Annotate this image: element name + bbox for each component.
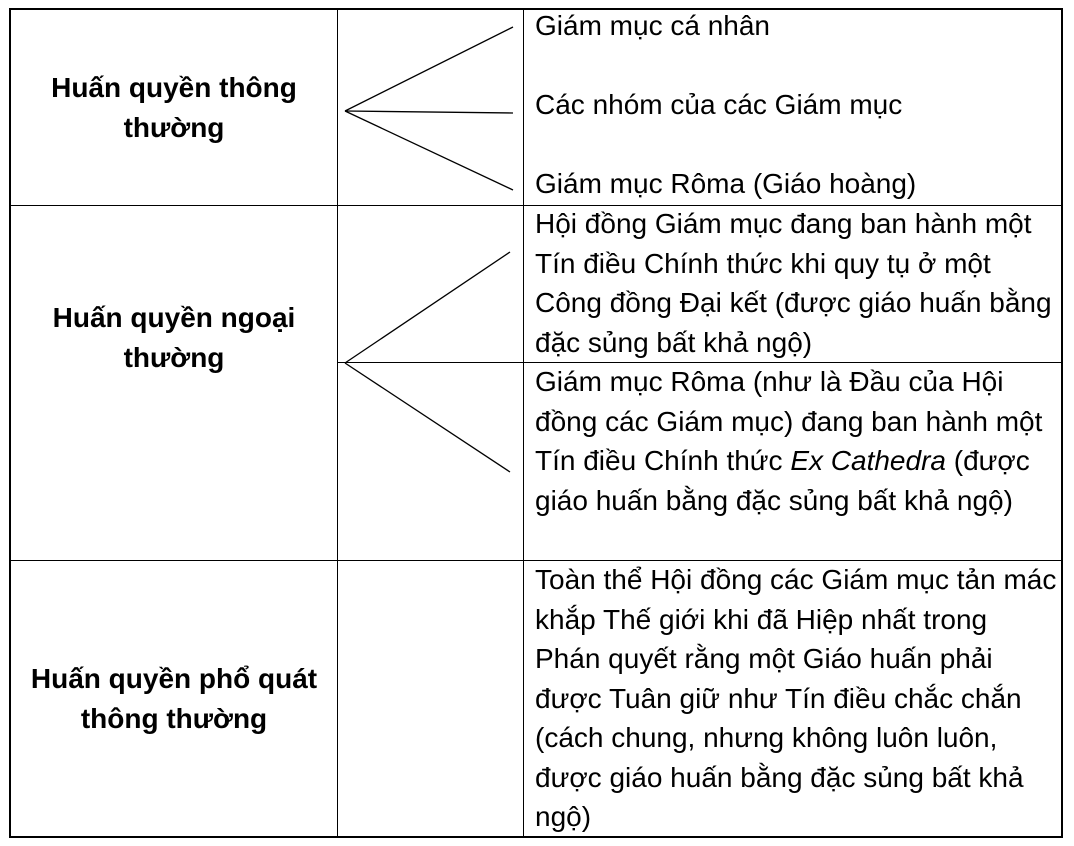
- ex-cathedra-term: Ex Cathedra: [790, 445, 946, 476]
- item-bishop-of-rome: Giám mục Rôma (Giáo hoàng): [535, 168, 917, 199]
- connector-line: [345, 111, 513, 113]
- connector-line: [345, 252, 510, 363]
- item-college-of-bishops: Toàn thể Hội đồng các Giám mục tản mác khắp Thế giới khi đã Hiệp nhất trong Phán quyết rằng một Giáo huấn phải được Tuân giữ như Tín điều chắc chắn (cách chung, nhưng không luôn luôn, được giáo huấn bằng đặc sủng bất khả ngộ): [535, 564, 1057, 832]
- heading-text: Huấn quyền thông thường: [51, 71, 297, 143]
- connector-line: [345, 27, 513, 111]
- item-ecumenical-council: Hội đồng Giám mục đang ban hành một Tín điều Chính thức khi quy tụ ở một Công đồng Đại kết (được giáo huấn bằng đặc sủng bất khả ngộ): [535, 208, 1052, 358]
- item-individual-bishop: Giám mục cá nhân: [535, 10, 770, 41]
- heading-text: Huấn quyền ngoại thường: [52, 302, 296, 373]
- connector-line: [345, 363, 510, 472]
- heading-text: Huấn quyền phổ quát thông thường: [30, 662, 318, 734]
- row-heading-extraordinary: [10, 206, 338, 470]
- item-ex-cathedra: Giám mục Rôma (như là Đầu của Hội đồng các Giám mục) đang ban hành một Tín điều Chính thức Ex Cathedra (được giáo huấn bằng đặc sủng bất khả ngộ): [535, 366, 1043, 516]
- item-groups-of-bishops: Các nhóm của các Giám mục: [535, 89, 903, 120]
- row-heading-ordinary: [10, 10, 338, 205]
- connector-line: [345, 111, 513, 190]
- row-heading-universal-ordinary: [10, 561, 338, 836]
